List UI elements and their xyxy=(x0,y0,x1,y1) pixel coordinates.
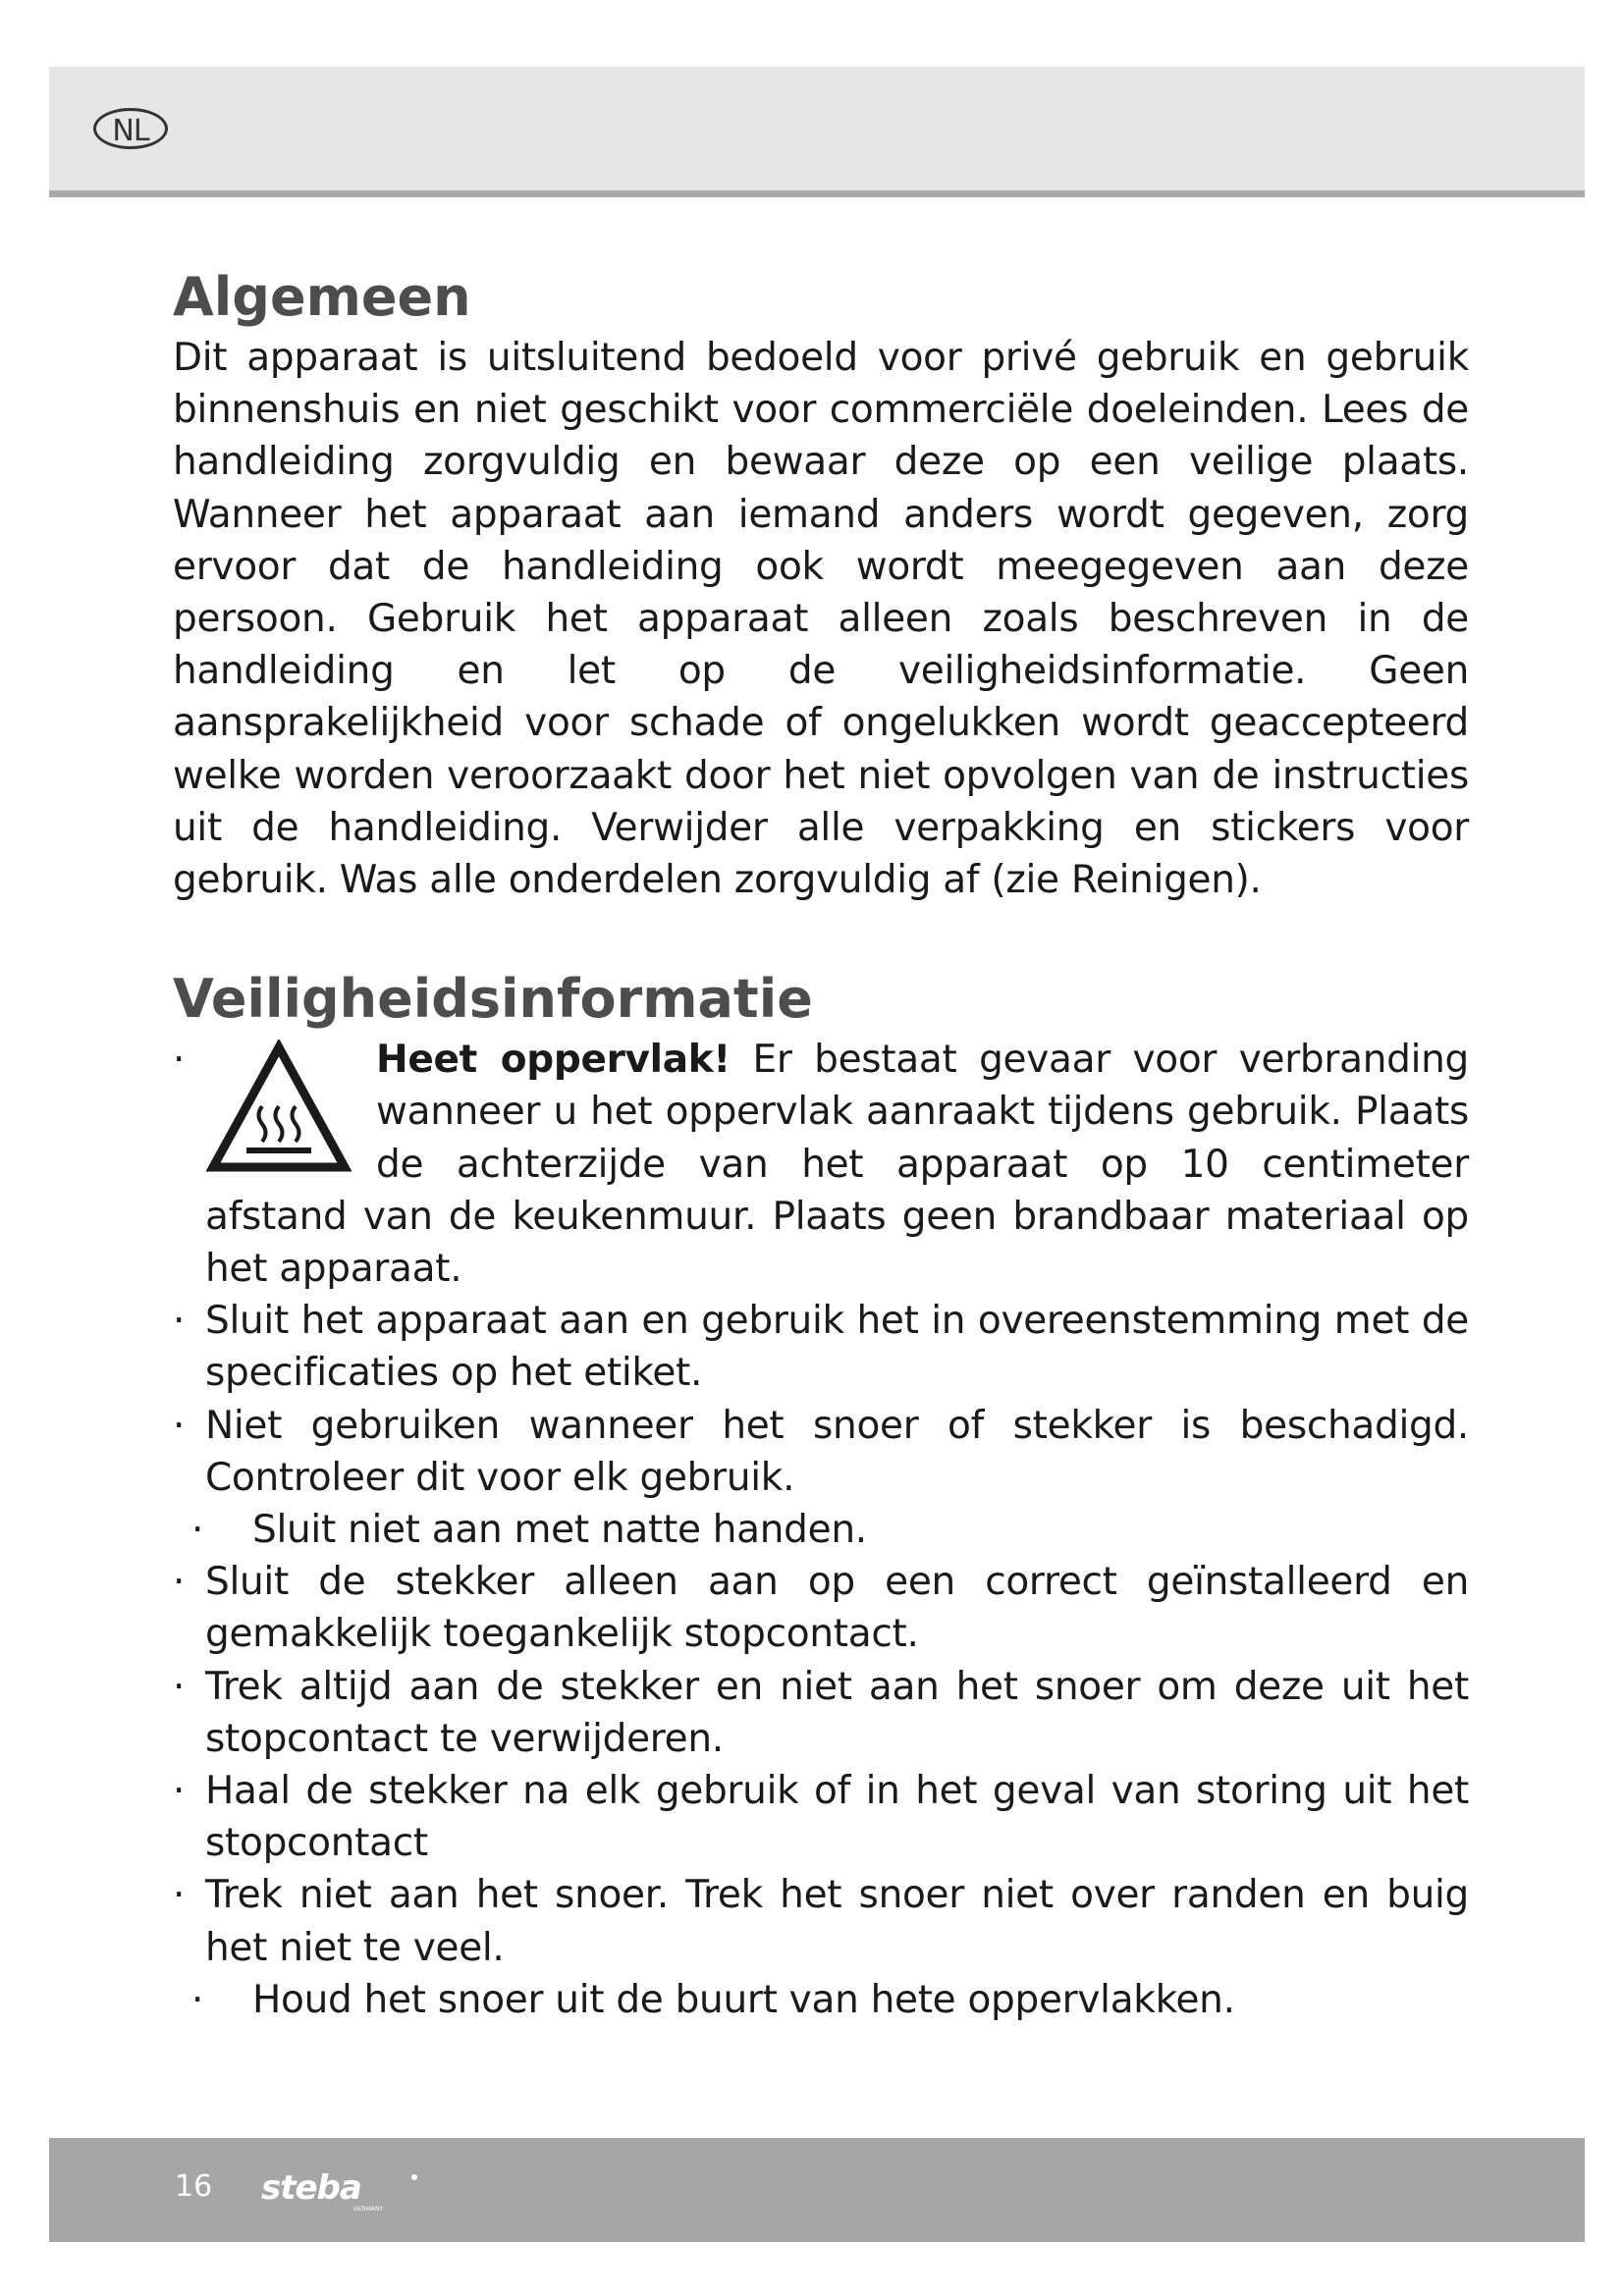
page-header-bar xyxy=(49,67,1585,197)
safety-item-text: Houd het snoer uit de buurt van hete oppervlakken. xyxy=(252,1977,1235,2022)
safety-item xyxy=(173,1974,1469,2026)
bullet-dot: · xyxy=(173,1873,186,1918)
page-footer-bar xyxy=(49,2138,1585,2242)
section-heading-safety: Veiligheidsinformatie xyxy=(173,968,813,1031)
safety-item-text: Sluit de stekker alleen aan op een correct geïnstalleerd en gemakkelijk toegankelijk stopcontact. xyxy=(205,1560,1469,1657)
bullet-dot: · xyxy=(173,1038,186,1083)
brand-subtitle: GERMANY xyxy=(353,2206,384,2213)
steba-logo xyxy=(257,2167,424,2215)
safety-item xyxy=(173,1504,1469,1556)
general-paragraph: Dit apparaat is uitsluitend bedoeld voor privé gebruik en gebruik binnenshuis en niet geschikt voor commerciële doeleinden. Lees de handleiding zorgvuldig en bewaar deze op een veilige plaats. Wanneer het apparaat aan iemand anders wordt gegeven, zorg ervoor dat de handleiding ook wordt meegegeven aan deze persoon. Gebruik het apparaat alleen zoals beschreven in de handleiding en let op de veiligheidsinformatie. Geen aansprakelijkheid voor schade of ongelukken wordt geaccepteerd welke worden veroorzaakt door het niet opvolgen van de instructies uit de handleiding. Verwijder alle verpakking en stickers voor gebruik. Was alle onderdelen zorgvuldig af (zie Reinigen). xyxy=(173,336,1469,903)
warning-text: Er bestaat gevaar voor verbranding wanneer u het oppervlak aanraakt tijdens gebruik. Plaats de achterzijde van het apparaat op 10 centimeter afstand van de keukenmuur. Plaats geen brandbaar materiaal op het apparaat. xyxy=(205,1038,1470,1292)
section-heading-general: Algemeen xyxy=(173,266,471,328)
safety-item-text: Niet gebruiken wanneer het snoer of stekker is beschadigd. Controleer dit voor elk gebruik. xyxy=(205,1403,1469,1500)
bullet-dot: · xyxy=(173,1664,186,1709)
safety-item-text: Trek altijd aan de stekker en niet aan het snoer om deze uit het stopcontact te verwijderen. xyxy=(205,1664,1469,1761)
safety-item xyxy=(173,1556,1469,1660)
safety-item xyxy=(173,1661,1469,1765)
brand-wordmark: steba xyxy=(261,2168,361,2208)
page-number: 16 xyxy=(175,2169,213,2204)
bullet-dot: · xyxy=(173,1299,186,1344)
language-badge: NL xyxy=(93,108,168,149)
bullet-dot: · xyxy=(173,1403,186,1448)
safety-item-text: Sluit het apparaat aan en gebruik het in overeenstemming met de specificaties op het etiket. xyxy=(205,1299,1469,1396)
page-content xyxy=(173,263,1469,2026)
safety-item xyxy=(173,1295,1469,1399)
safety-list xyxy=(173,1034,1469,2026)
bullet-dot: · xyxy=(173,1769,186,1814)
safety-item-hot-surface xyxy=(173,1034,1469,1295)
warning-title: Heet oppervlak! xyxy=(376,1038,731,1083)
safety-item xyxy=(173,1869,1469,1973)
bullet-dot: · xyxy=(173,1560,186,1605)
safety-item xyxy=(173,1765,1469,1869)
safety-item-text: Trek niet aan het snoer. Trek het snoer niet over randen en buig het niet te veel. xyxy=(205,1873,1469,1970)
hot-surface-warning-icon xyxy=(205,1040,352,1177)
bullet-dot: · xyxy=(191,1977,204,2022)
safety-item-text: Haal de stekker na elk gebruik of in het geval van storing uit het stopcontact xyxy=(205,1769,1469,1866)
safety-item-text: Sluit niet aan met natte handen. xyxy=(252,1508,867,1553)
safety-item xyxy=(173,1400,1469,1504)
bullet-dot: · xyxy=(191,1508,204,1553)
